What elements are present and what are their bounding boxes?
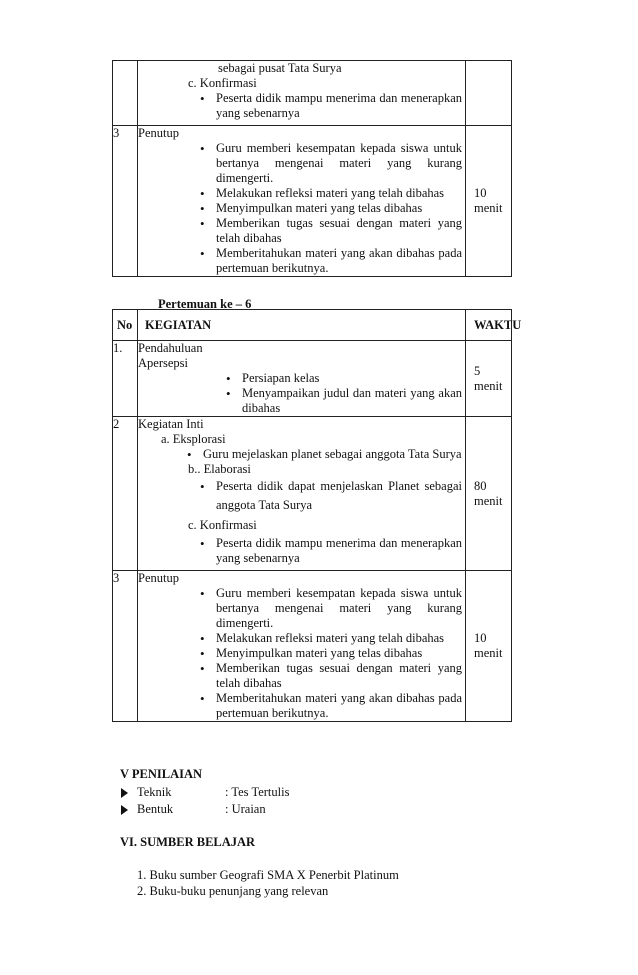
activity-heading: Kegiatan Inti — [138, 417, 204, 431]
sub-step-label: b.. Elaborasi — [188, 462, 251, 476]
activity-cell — [138, 417, 466, 571]
bullet-list — [138, 371, 465, 416]
penilaian-item — [121, 785, 289, 800]
table-row — [113, 417, 512, 571]
time-value: 5 menit — [466, 341, 512, 417]
sumber-heading: VI. SUMBER BELAJAR — [120, 835, 256, 849]
sub-step-label: c. Konfirmasi — [188, 518, 257, 532]
list-item: • Persiapan kelas — [242, 371, 465, 386]
list-item: • Memberitahukan materi yang akan dibahas pada pertemuan berikutnya. — [216, 691, 465, 721]
bullet-list — [138, 141, 465, 276]
activity-cell — [138, 341, 466, 417]
activity-cell — [138, 126, 466, 277]
header-no: No — [113, 310, 138, 341]
list-item: • Memberikan tugas sesuai dengan materi yang telah dibahas — [216, 661, 465, 691]
row-number: 3 — [113, 126, 138, 277]
table-row — [113, 341, 512, 417]
activity-heading: Penutup — [138, 571, 179, 585]
list-item: • Menyimpulkan materi yang telas dibahas — [216, 201, 465, 216]
bullet-list — [138, 536, 465, 566]
list-item: • Peserta didik mampu menerima dan menerapkan yang sebenarnya — [216, 536, 465, 566]
activity-cell — [138, 61, 466, 126]
sub-step-label: c. Konfirmasi — [188, 76, 257, 90]
sub-heading: Apersepsi — [138, 356, 188, 370]
time-value: 10 menit — [466, 126, 512, 277]
bullet-list — [138, 91, 465, 121]
activity-table-continued — [112, 60, 512, 277]
continued-text: sebagai pusat Tata Surya — [218, 61, 342, 75]
time-value: 80 menit — [466, 417, 512, 571]
meeting-title: Pertemuan ke – 6 — [158, 297, 252, 311]
arrow-bullet-icon — [121, 805, 128, 815]
penilaian-heading: V PENILAIAN — [120, 767, 203, 781]
list-item: • Melakukan refleksi materi yang telah dibahas — [216, 186, 465, 201]
table-row — [113, 61, 512, 126]
row-number: 2 — [113, 417, 138, 571]
arrow-bullet-icon — [121, 788, 128, 798]
activity-cell — [138, 571, 466, 722]
item-value: : Tes Tertulis — [225, 785, 290, 799]
list-item: • Menyampaikan judul dan materi yang akan dibahas — [242, 386, 465, 416]
bullet-list — [138, 447, 465, 462]
list-item: • Guru memberi kesempatan kepada siswa untuk bertanya mengenai materi yang kurang dimengerti. — [216, 586, 465, 631]
row-number: 3 — [113, 571, 138, 722]
header-kegiatan: KEGIATAN — [138, 310, 466, 341]
list-item: • Memberikan tugas sesuai dengan materi yang telah dibahas — [216, 216, 465, 246]
list-item: 1. Buku sumber Geografi SMA X Penerbit Platinum — [137, 868, 399, 882]
table-header-row — [113, 310, 512, 341]
meeting-6-table — [112, 309, 522, 722]
row-number: 1. — [113, 341, 138, 417]
bullet-list — [138, 586, 465, 721]
list-item: • Peserta didik dapat menjelaskan Planet sebagai anggota Tata Surya — [216, 477, 465, 515]
bullet-list — [138, 477, 465, 515]
list-item: • Memberitahukan materi yang akan dibahas pada pertemuan berikutnya. — [216, 246, 465, 276]
header-waktu: WAKTU — [466, 310, 512, 341]
row-number-cell — [113, 61, 138, 126]
item-value: : Uraian — [225, 802, 266, 816]
sub-step-label: a. Eksplorasi — [161, 432, 226, 446]
item-label: Teknik — [137, 785, 172, 799]
list-item: • Guru memberi kesempatan kepada siswa untuk bertanya mengenai materi yang kurang dimengerti. — [216, 141, 465, 186]
list-item: 2. Buku-buku penunjang yang relevan — [137, 884, 329, 898]
activity-heading: Penutup — [138, 126, 179, 140]
list-item: • Guru mejelaskan planet sebagai anggota Tata Surya — [203, 447, 465, 462]
penilaian-item — [121, 802, 266, 817]
time-cell — [466, 61, 512, 126]
activity-heading: Pendahuluan — [138, 341, 203, 355]
list-item: • Melakukan refleksi materi yang telah dibahas — [216, 631, 465, 646]
item-label: Bentuk — [137, 802, 174, 816]
time-value: 10 menit — [466, 571, 512, 722]
table-row — [113, 126, 512, 277]
table-row — [113, 571, 512, 722]
list-item: • Peserta didik mampu menerima dan menerapkan yang sebenarnya — [216, 91, 465, 121]
list-item: • Menyimpulkan materi yang telas dibahas — [216, 646, 465, 661]
